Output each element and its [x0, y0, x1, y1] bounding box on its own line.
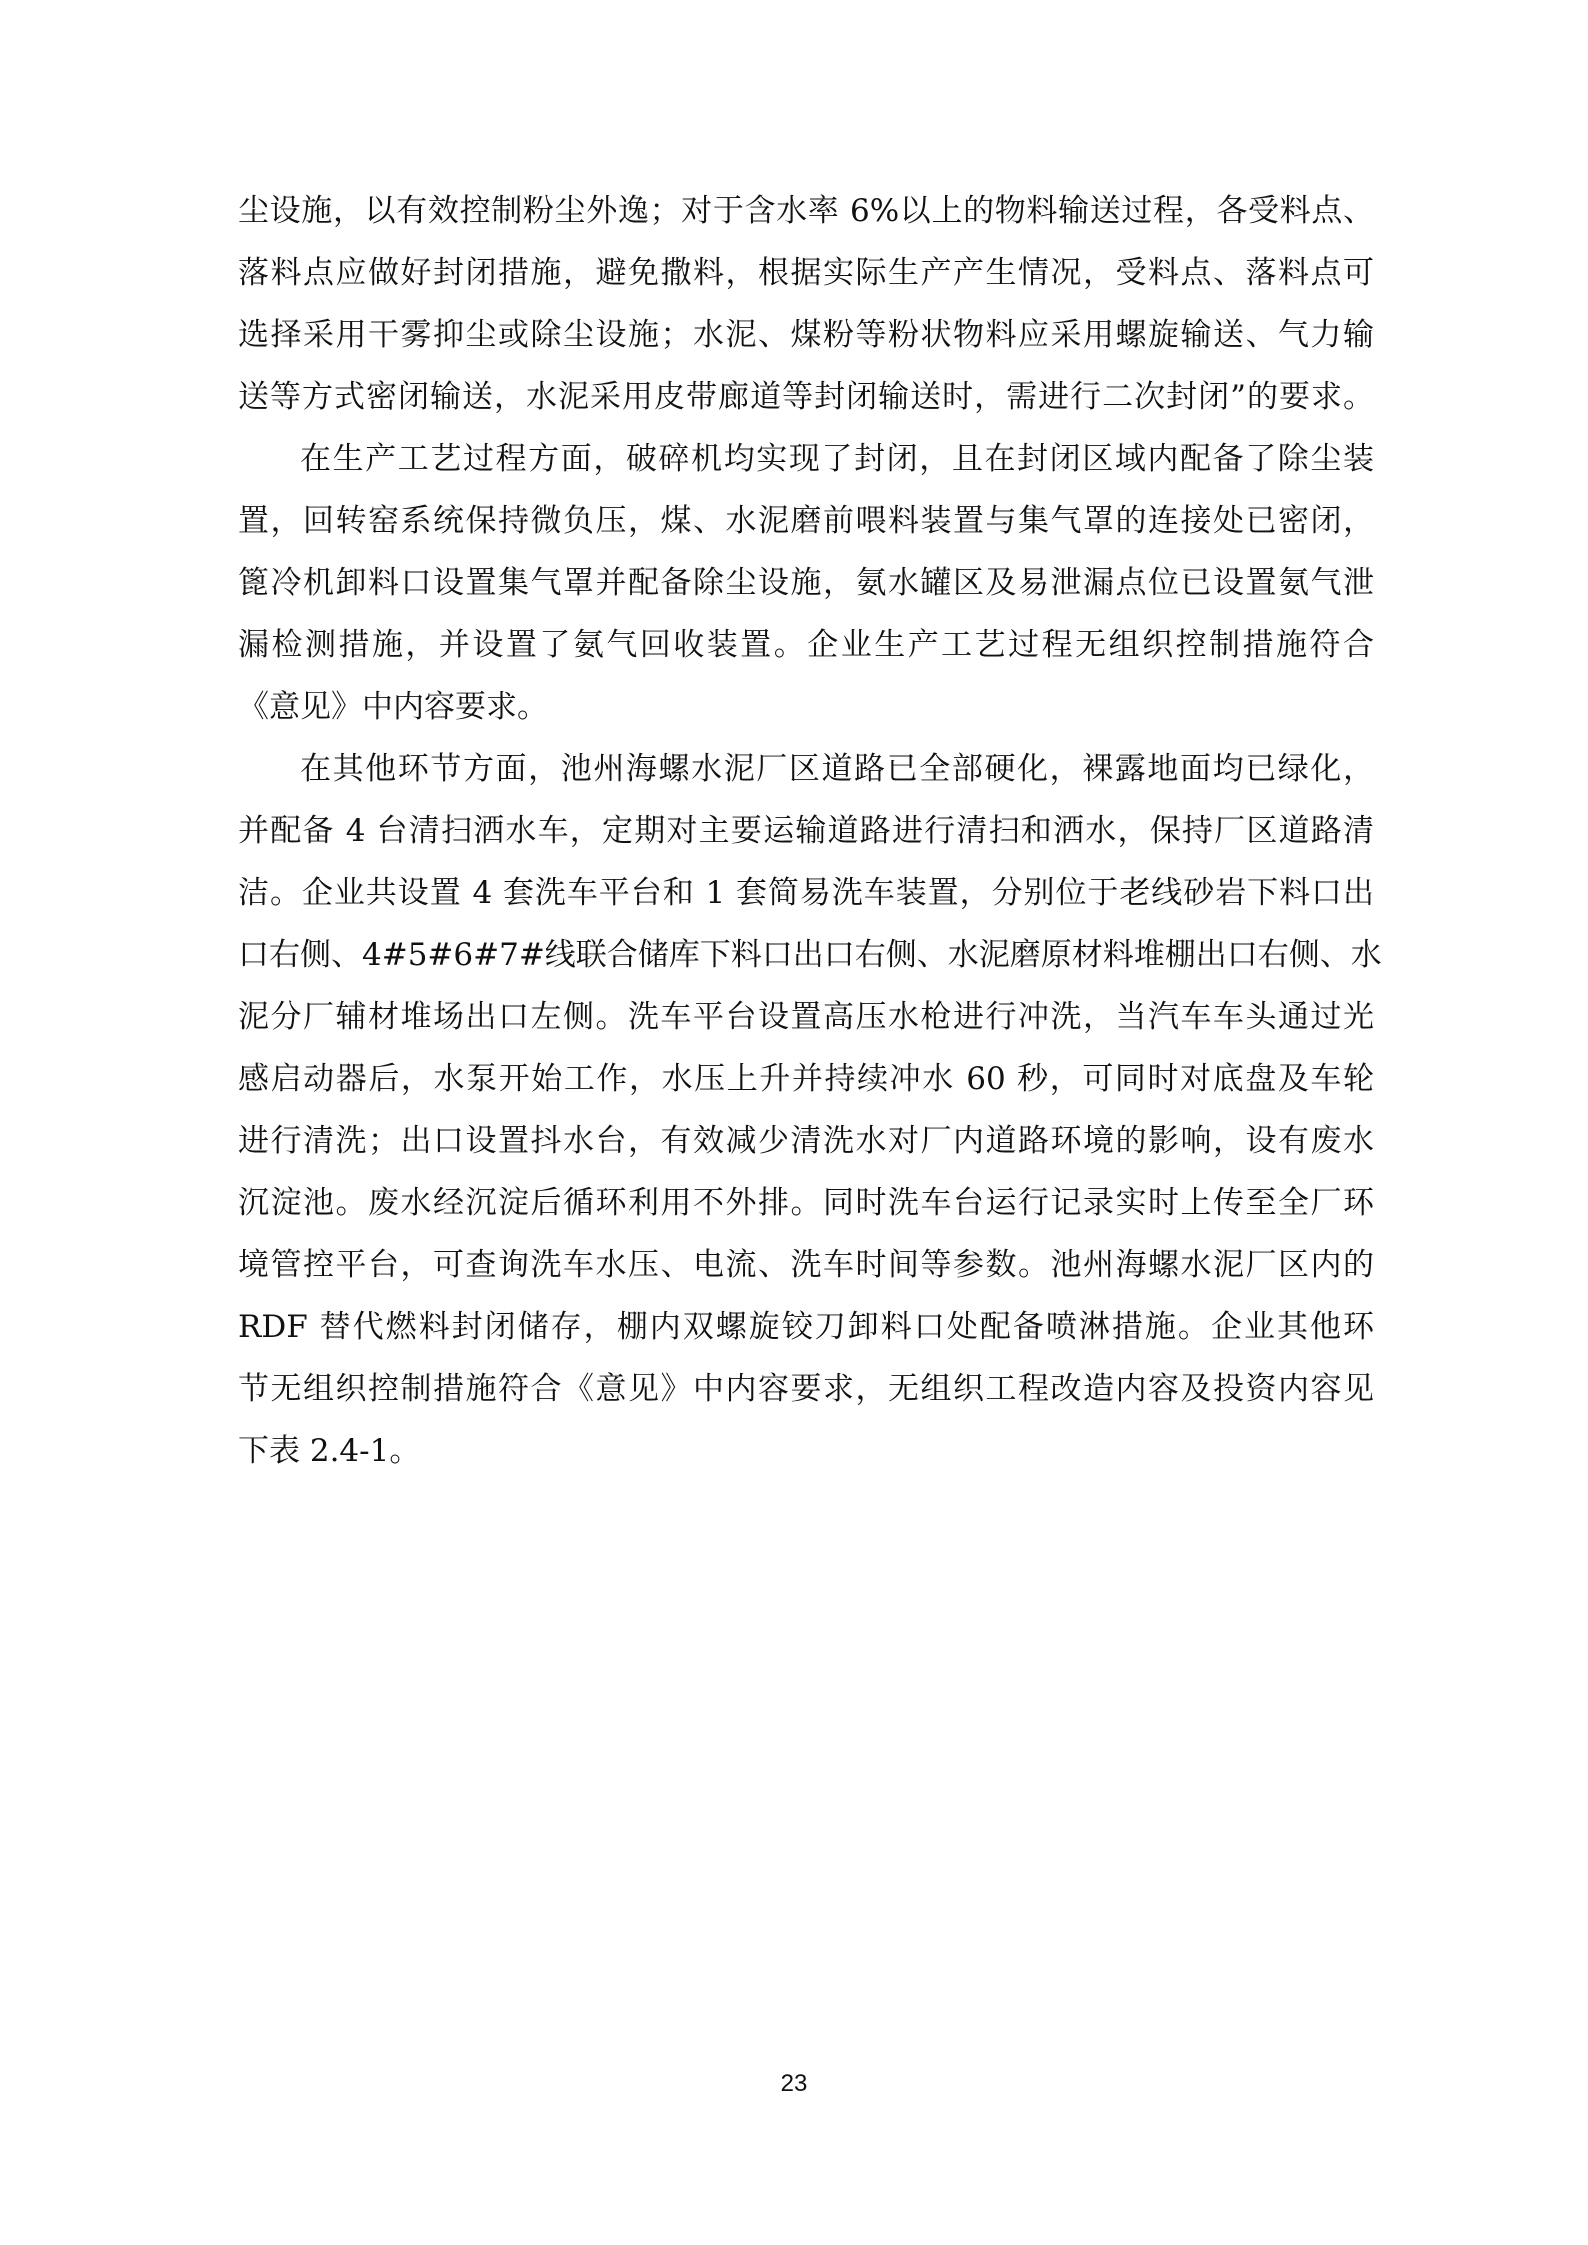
text-line: 节无组织控制措施符合《意见》中内容要求，无组织工程改造内容及投资内容见: [238, 1371, 1374, 1407]
paragraph: [238, 180, 1374, 428]
text-line: 落料点应做好封闭措施，避免撒料，根据实际生产产生情况，受料点、落料点可: [238, 255, 1374, 291]
text-line: 口右侧、4#5#6#7#线联合储库下料口出口右侧、水泥磨原材料堆棚出口右侧、水: [238, 937, 1382, 973]
body-text: [238, 180, 1382, 1482]
paragraph: [238, 738, 1382, 1482]
text-line: 下表 2.4-1。: [238, 1433, 421, 1469]
page-number: 23: [780, 2070, 808, 2097]
text-line: 《意见》中内容要求。: [238, 689, 548, 725]
text-line: 置，回转窑系统保持微负压，煤、水泥磨前喂料装置与集气罩的连接处已密闭，: [238, 503, 1374, 539]
text-line: 漏检测措施，并设置了氨气回收装置。企业生产工艺过程无组织控制措施符合: [238, 627, 1374, 663]
text-line: 洁。企业共设置 4 套洗车平台和 1 套简易洗车装置，分别位于老线砂岩下料口出: [238, 875, 1374, 911]
text-line: 沉淀池。废水经沉淀后循环利用不外排。同时洗车台运行记录实时上传至全厂环: [238, 1185, 1374, 1221]
text-line: 泥分厂辅材堆场出口左侧。洗车平台设置高压水枪进行冲洗，当汽车车头通过光: [238, 999, 1374, 1035]
paragraph: [238, 428, 1374, 738]
text-line: 尘设施，以有效控制粉尘外逸；对于含水率 6%以上的物料输送过程，各受料点、: [238, 193, 1374, 229]
text-line: 在其他环节方面，池州海螺水泥厂区道路已全部硬化，裸露地面均已绿化，: [300, 751, 1374, 787]
text-line: 并配备 4 台清扫洒水车，定期对主要运输道路进行清扫和洒水，保持厂区道路清: [238, 813, 1374, 849]
text-line: RDF 替代燃料封闭储存，棚内双螺旋铰刀卸料口处配备喷淋措施。企业其他环: [238, 1309, 1374, 1345]
text-line: 选择采用干雾抑尘或除尘设施；水泥、煤粉等粉状物料应采用螺旋输送、气力输: [238, 317, 1374, 353]
text-line: 篦冷机卸料口设置集气罩并配备除尘设施，氨水罐区及易泄漏点位已设置氨气泄: [238, 565, 1374, 601]
text-line: 境管控平台，可查询洗车水压、电流、洗车时间等参数。池州海螺水泥厂区内的: [238, 1247, 1374, 1283]
text-line: 送等方式密闭输送，水泥采用皮带廊道等封闭输送时，需进行二次封闭”的要求。: [238, 379, 1374, 415]
text-line: 感启动器后，水泵开始工作，水压上升并持续冲水 60 秒，可同时对底盘及车轮: [238, 1061, 1374, 1097]
text-line: 进行清洗；出口设置抖水台，有效减少清洗水对厂内道路环境的影响，设有废水: [238, 1123, 1374, 1159]
text-line: 在生产工艺过程方面，破碎机均实现了封闭，且在封闭区域内配备了除尘装: [300, 441, 1374, 477]
